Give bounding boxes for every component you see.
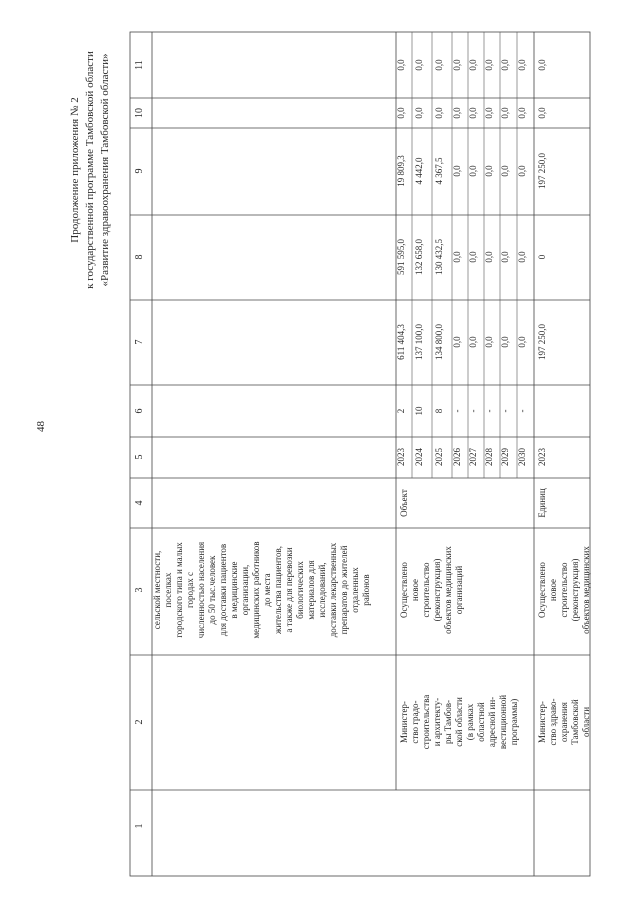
text-line: сельской местности, xyxy=(152,550,162,630)
column-number-9: 9 xyxy=(134,168,145,174)
year-cell: 2028 xyxy=(484,448,494,466)
value-cell-col8: 591 595,0 xyxy=(396,239,406,275)
text-line: Осуществлено xyxy=(537,562,547,618)
value-cell-col7: 0,0 xyxy=(468,336,478,348)
unit-label: Единиц xyxy=(537,488,547,518)
value-cell-col10: 0,0 xyxy=(396,107,406,119)
bottom-block xyxy=(537,59,591,746)
text-line: программы) xyxy=(509,698,519,746)
target-cell: 10 xyxy=(414,406,424,416)
value-cell-col10: 0,0 xyxy=(452,107,462,119)
text-line: жительства пациентов, xyxy=(273,546,283,634)
text-line: ры Тамбов- xyxy=(443,699,453,745)
text-line: объектов медицинских xyxy=(443,546,453,634)
year-cell: 2026 xyxy=(452,448,462,466)
text-line: в медицинские xyxy=(229,561,239,619)
value-cell-col7: 134 800,0 xyxy=(434,324,444,360)
text-line: (в рамках xyxy=(465,703,475,741)
table-row xyxy=(468,59,478,466)
value-cell-col8: 0,0 xyxy=(500,251,510,263)
mid-block-col2 xyxy=(399,695,519,750)
value-cell-col11: 0,0 xyxy=(396,59,406,71)
column-number-row xyxy=(134,60,145,828)
text-line: и архитекту- xyxy=(432,697,442,747)
year-cell: 2024 xyxy=(414,448,424,466)
value-cell-col9: 0,0 xyxy=(484,165,494,177)
target-cell: - xyxy=(468,409,478,413)
text-line: Министер- xyxy=(537,701,547,743)
text-line: районов xyxy=(361,574,371,606)
header-line-2: к государственной программе Тамбовской области xyxy=(84,51,96,289)
text-line: ской области xyxy=(454,697,464,747)
target-cell: - xyxy=(500,409,510,413)
text-line: биологических xyxy=(295,561,305,619)
text-line: Министер- xyxy=(399,701,409,743)
text-line: медицинских работников xyxy=(251,541,261,639)
table-row xyxy=(396,59,406,466)
text-line: области xyxy=(581,706,591,738)
value-cell-col10: 0,0 xyxy=(468,107,478,119)
year-cell: 2027 xyxy=(468,448,478,466)
value-cell-col8: 130 432,5 xyxy=(434,239,444,275)
year-cell: 2030 xyxy=(517,448,527,466)
text-line: исследований, xyxy=(317,562,327,618)
unit-label: Объект xyxy=(399,489,409,517)
column-number-1: 1 xyxy=(134,823,145,829)
column-number-10: 10 xyxy=(134,108,145,118)
text-line: до 50 тыс.человек xyxy=(207,555,217,625)
text-line: доставки лекарственных xyxy=(328,542,338,638)
year-cell: 2023 xyxy=(537,448,547,466)
page-number: 48 xyxy=(35,421,47,432)
value-cell-col11: 0,0 xyxy=(537,59,547,71)
value-cell-col8: 0 xyxy=(537,254,547,260)
year-cell: 2025 xyxy=(434,448,444,466)
text-line: отдаленных xyxy=(350,567,360,613)
value-cell-col10: 0,0 xyxy=(500,107,510,119)
value-cell-col10: 0,0 xyxy=(434,107,444,119)
table-row xyxy=(414,59,424,466)
value-cell-col7: 137 100,0 xyxy=(414,324,424,360)
text-line: охранения xyxy=(559,702,569,742)
year-cell: 2023 xyxy=(396,448,406,466)
text-line: строительство xyxy=(421,562,431,618)
value-cell-col9: 0,0 xyxy=(468,165,478,177)
value-cell-col9: 0,0 xyxy=(517,165,527,177)
text-line: а также для перевозки xyxy=(284,547,294,633)
text-line: поселках xyxy=(163,572,173,608)
value-cell-col9: 19 809,3 xyxy=(396,155,406,187)
header xyxy=(69,51,111,289)
column-number-6: 6 xyxy=(134,408,145,414)
column-number-4: 4 xyxy=(134,500,145,506)
value-cell-col9: 0,0 xyxy=(500,165,510,177)
value-cell-col8: 0,0 xyxy=(484,251,494,263)
table-row xyxy=(484,59,494,466)
text-line: для доставки пациентов xyxy=(218,543,228,637)
text-line: строительство xyxy=(559,562,569,618)
value-cell-col8: 0,0 xyxy=(468,251,478,263)
value-cell-col10: 0,0 xyxy=(484,107,494,119)
table-row xyxy=(500,59,510,466)
text-line: городах с xyxy=(185,571,195,609)
value-cell-col7: 197 250,0 xyxy=(537,324,547,360)
value-cell-col7: 0,0 xyxy=(500,336,510,348)
text-line: ство градо- xyxy=(410,700,420,744)
value-cell-col11: 0,0 xyxy=(414,59,424,71)
value-cell-col7: 0,0 xyxy=(484,336,494,348)
text-line: Тамбовской xyxy=(570,699,580,745)
text-line: материалов для xyxy=(306,560,316,620)
text-line: областной xyxy=(476,702,486,742)
target-cell: 2 xyxy=(396,408,406,414)
text-line: препаратов до жителей xyxy=(339,545,349,635)
value-cell-col11: 0,0 xyxy=(434,59,444,71)
text-line: адресной ин- xyxy=(487,696,497,748)
value-cell-col7: 0,0 xyxy=(517,336,527,348)
value-cell-col11: 0,0 xyxy=(452,59,462,71)
header-line-3: «Развитие здравоохранения Тамбовской области» xyxy=(99,53,111,287)
text-line: объектов медицинских xyxy=(581,546,591,634)
column-number-2: 2 xyxy=(134,719,145,725)
target-cell: 8 xyxy=(434,408,444,414)
text-line: вестиционной xyxy=(498,694,508,750)
value-cell-col7: 0,0 xyxy=(452,336,462,348)
value-cell-col10: 0,0 xyxy=(537,107,547,119)
value-cell-col11: 0,0 xyxy=(517,59,527,71)
value-cell-col8: 0,0 xyxy=(452,251,462,263)
text-line: (реконструкция) xyxy=(570,558,580,622)
column-number-8: 8 xyxy=(134,254,145,260)
text-line: Осуществлено xyxy=(399,562,409,618)
table-row xyxy=(434,59,444,466)
text-line: новое xyxy=(410,578,420,602)
value-cell-col10: 0,0 xyxy=(517,107,527,119)
value-cell-col11: 0,0 xyxy=(468,59,478,71)
target-cell: - xyxy=(484,409,494,413)
value-cell-col9: 197 250,0 xyxy=(537,153,547,189)
year-cell: 2029 xyxy=(500,448,510,466)
text-line: строительства xyxy=(421,694,431,750)
column-number-5: 5 xyxy=(134,454,145,460)
column-number-11: 11 xyxy=(134,60,145,70)
target-cell: - xyxy=(517,409,527,413)
text-line: ство здраво- xyxy=(548,698,558,746)
text-line: городского типа и малых xyxy=(174,542,184,638)
value-cell-col10: 0,0 xyxy=(414,107,424,119)
value-cell-col8: 0,0 xyxy=(517,251,527,263)
text-line: до места xyxy=(262,573,272,607)
value-cell-col11: 0,0 xyxy=(484,59,494,71)
header-line-1: Продолжение приложения № 2 xyxy=(69,97,81,243)
value-cell-col9: 4 367,5 xyxy=(434,157,444,185)
value-cell-col7: 611 404,3 xyxy=(396,324,406,360)
text-line: организаций xyxy=(454,565,464,615)
column-number-3: 3 xyxy=(134,587,145,593)
top-block-col3 xyxy=(152,541,371,638)
target-cell: - xyxy=(452,409,462,413)
value-cell-col9: 0,0 xyxy=(452,165,462,177)
text-line: (реконструкция) xyxy=(432,558,442,622)
value-cell-col8: 132 658,0 xyxy=(414,239,424,275)
value-cell-col9: 4 442,0 xyxy=(414,157,424,185)
mid-block-col3 xyxy=(399,546,464,634)
text-line: новое xyxy=(548,578,558,602)
value-cell-col11: 0,0 xyxy=(500,59,510,71)
text-line: численностью населения xyxy=(196,541,206,639)
text-line: организации, xyxy=(240,564,250,616)
table-row xyxy=(517,59,527,466)
table-row xyxy=(452,59,462,466)
column-number-7: 7 xyxy=(134,339,145,345)
mid-block-data-rows xyxy=(396,59,527,466)
